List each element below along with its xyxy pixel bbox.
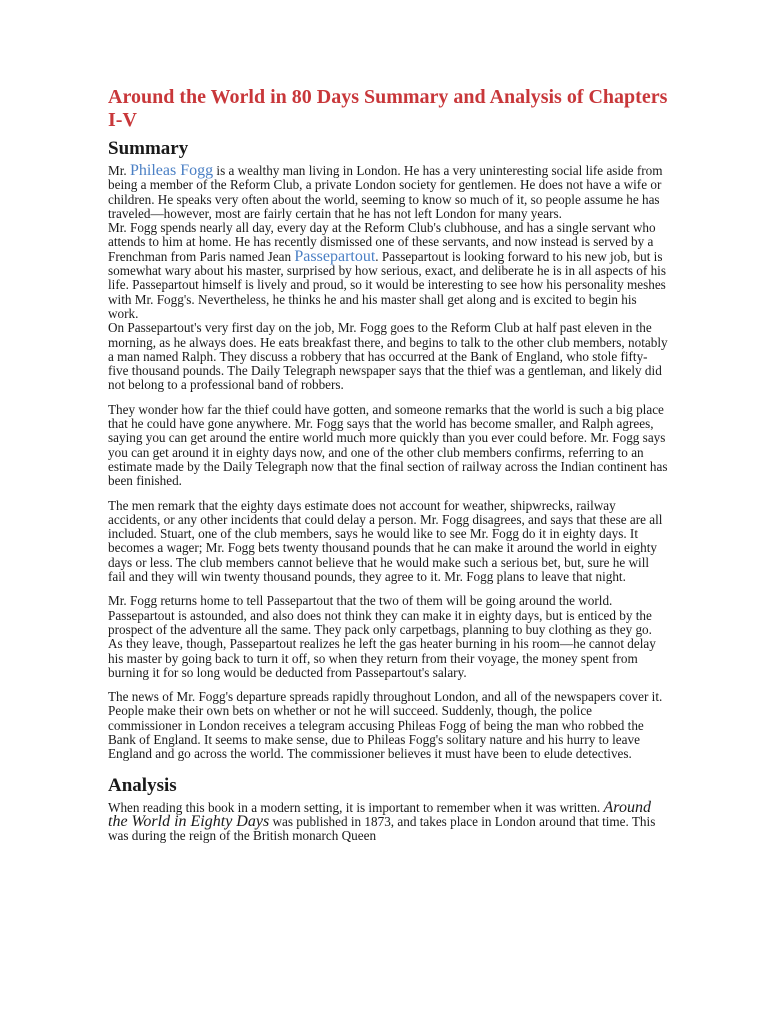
passepartout-link[interactable]: Passepartout — [294, 247, 376, 265]
document-page — [108, 86, 668, 843]
summary-heading: Summary — [108, 138, 189, 159]
page-title: Around the World in 80 Days Summary and Analysis of Chapters I-V — [108, 86, 668, 131]
paragraph-1-post: is a wealthy man living in London. He has a very uninteresting social life aside from being a member of the Reform Club, a private London society for gentlemen. He does not have a wife or children. He speaks very often about the world, seeming to know so much of it, so people assume he has traveled—however, most are fairly certain that he has not left London for many years. — [108, 163, 663, 221]
paragraph-2-pre: Mr. Fogg spends nearly all day, every day at the Reform Club's clubhouse, and has a single servant who attends to him at home. He has recently dismissed one of these servants, and now instead is served by a Frenchman from Paris named Jean — [108, 220, 656, 264]
paragraph-1 — [108, 164, 668, 221]
phileas-fogg-link[interactable]: Phileas Fogg — [129, 162, 214, 179]
paragraph-8-post: was published in 1873, and takes place in London around that time. This was during the reign of the British monarch Queen — [108, 813, 656, 844]
paragraph-1-pre: Mr. — [108, 163, 130, 178]
book-title: Around the World in Eighty Days — [108, 798, 651, 830]
paragraph-8 — [108, 798, 668, 844]
paragraph-5: The men remark that the eighty days estimate does not account for weather, shipwrecks, railway accidents, or any other incidents that could delay a person. Mr. Fogg disagrees, and says that these are all included. Stuart, one of the club members, says he would like to see Mr. Fogg do it in eighty days. It becomes a wager; Mr. Fogg bets twenty thousand pounds that he can make it around the world in eighty days or less. The club members cannot believe that he would make such a serious bet, but, sure he will fail and they will win twenty thousand pounds, they agree to it. Mr. Fogg plans to leave that night. — [108, 497, 663, 585]
paragraph-7: The news of Mr. Fogg's departure spreads rapidly throughout London, and all of the newspapers cover it. People make their own bets on whether or not he will succeed. Suddenly, though, the police commissioner in London receives a telegram accusing Phileas Fogg of being the man who robbed the Bank of England. It seems to make sense, due to Phileas Fogg's solitary nature and his hurry to leave England and go across the world. The commissioner believes it must have been to elude detectives. — [108, 689, 663, 762]
paragraph-2-post: . Passepartout is looking forward to his new job, but is somewhat wary about his master, surprised by how serious, exact, and deliberate he is in all aspects of his life. Passepartout himself is lively and proud, so it would be interesting to see how his personality meshes with Mr. Fogg's. Nevertheless, he thinks he and his master shall get along and is excited to begin his work. — [108, 248, 666, 321]
paragraph-4: They wonder how far the thief could have gotten, and someone remarks that the world is such a big place that he could have gone anywhere. Mr. Fogg says that the world has become smaller, and Ralph agrees, saying you can get around the entire world much more quickly than you ever could before. Mr. Fogg says you can get around it in eighty days now, and one of the other club members confirms, referring to an estimate made by the Daily Telegraph now that the final section of railway across the Indian continent has been finished. — [108, 401, 668, 489]
paragraph-3: On Passepartout's very first day on the job, Mr. Fogg goes to the Reform Club at half past eleven in the morning, as he always does. He eats breakfast there, and begins to talk to the other club members, notably a man named Ralph. They discuss a robbery that has occurred at the Bank of England, who stole fifty-five thousand pounds. The Daily Telegraph newspaper says that the thief was a gentleman, and likely did not belong to a professional band of robbers. — [108, 320, 668, 393]
paragraph-2 — [108, 221, 668, 321]
paragraph-6: Mr. Fogg returns home to tell Passepartout that the two of them will be going around the world. Passepartout is astounded, and also does not think they can make it in eighty days, but is enticed by the prospect of the adventure all the same. They pack only carpetbags, planning to buy clothing as they go. As they leave, though, Passepartout realizes he left the gas heater burning in his room—he cannot delay his master by going back to turn it off, so when they return from their voyage, the money spent from burning it for so long would be deducted from Passepartout's salary. — [108, 593, 656, 680]
paragraph-8-pre: When reading this book in a modern setting, it is important to remember when it was written. — [108, 799, 604, 815]
analysis-heading: Analysis — [108, 774, 177, 796]
